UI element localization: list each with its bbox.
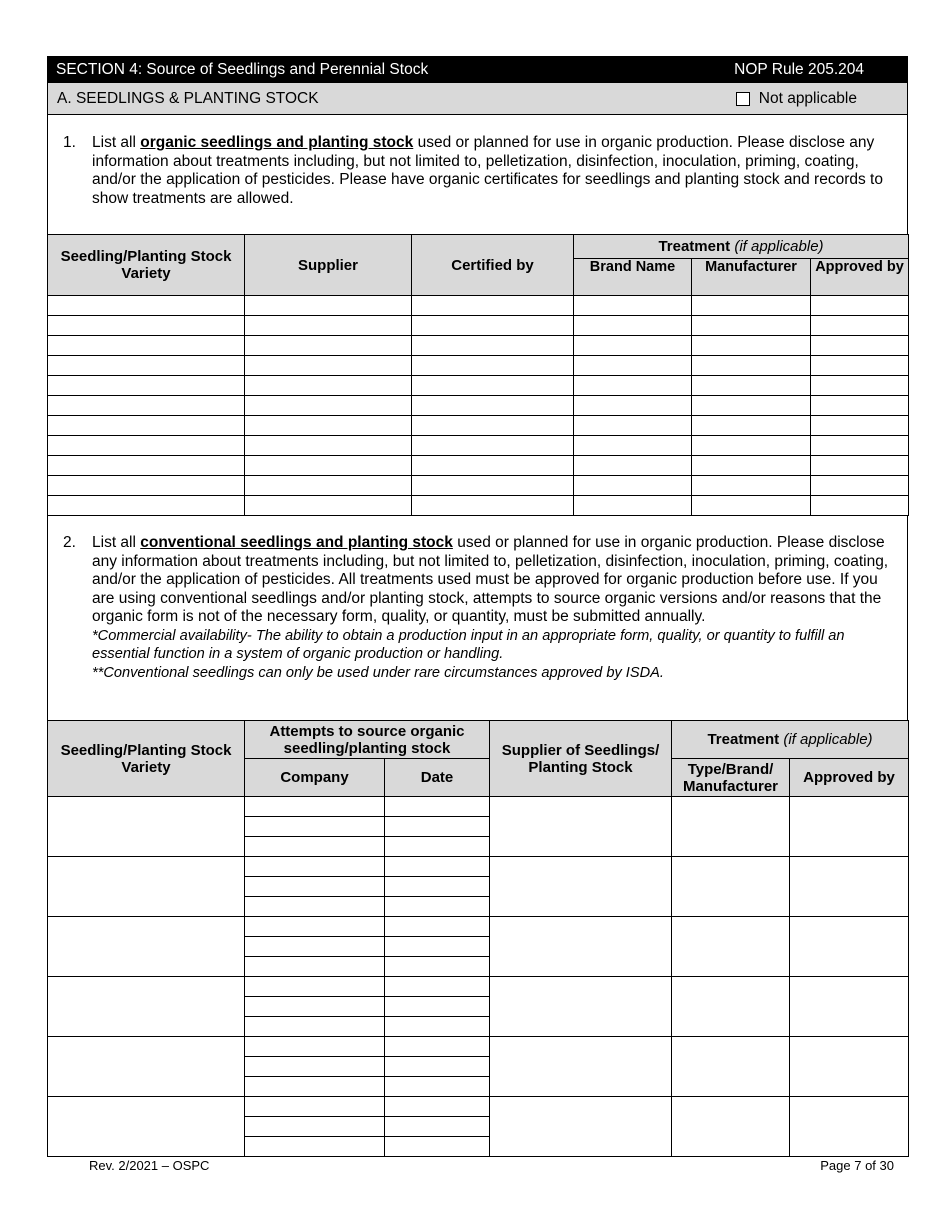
table-row: [48, 336, 909, 356]
table-cell[interactable]: [811, 356, 909, 376]
type-brand-cell[interactable]: [672, 917, 790, 977]
table-row: [48, 316, 909, 336]
company-cell[interactable]: [245, 997, 385, 1017]
table-cell[interactable]: [48, 376, 245, 396]
table-cell[interactable]: [692, 296, 811, 316]
table-cell[interactable]: [574, 416, 692, 436]
table-cell[interactable]: [811, 496, 909, 516]
table-row: [48, 496, 909, 516]
table-cell[interactable]: [811, 296, 909, 316]
col-treatment: [672, 721, 909, 759]
table-cell[interactable]: [48, 396, 245, 416]
treatment-label: Treatment: [707, 731, 780, 748]
table-row: [48, 977, 909, 997]
variety-cell[interactable]: [48, 1037, 245, 1097]
question-text: used or planned for use in organic production. Please disclose any information about treatments including, but not limited to, pelletization, disinfection, inoculation, priming, coating, and/or the application of pesticides. Please have organic certificates for seedlings and planting stock and records to show treatments are allowed.: [92, 134, 883, 207]
page-number: Page 7 of 30: [820, 1158, 894, 1173]
not-applicable-checkbox[interactable]: [736, 92, 750, 106]
table-row: [48, 296, 909, 316]
table-cell[interactable]: [692, 436, 811, 456]
table-cell[interactable]: [245, 336, 412, 356]
company-cell[interactable]: [245, 937, 385, 957]
company-cell[interactable]: [245, 957, 385, 977]
table-cell[interactable]: [574, 296, 692, 316]
company-cell[interactable]: [245, 837, 385, 857]
col-company: Company: [245, 759, 385, 797]
table-row: [48, 1037, 909, 1057]
not-applicable-option[interactable]: [736, 90, 857, 108]
type-brand-cell[interactable]: [672, 977, 790, 1037]
col-approved-by: Approved by: [790, 759, 909, 797]
table-cell[interactable]: [245, 316, 412, 336]
table-cell[interactable]: [574, 376, 692, 396]
table-cell[interactable]: [245, 396, 412, 416]
section-title: SECTION 4: Source of Seedlings and Perennial Stock: [56, 60, 429, 78]
date-cell[interactable]: [385, 1037, 490, 1057]
table-cell[interactable]: [245, 356, 412, 376]
table-cell[interactable]: [245, 476, 412, 496]
date-cell[interactable]: [385, 917, 490, 937]
table-cell[interactable]: [574, 356, 692, 376]
supplier-cell[interactable]: [490, 977, 672, 1037]
date-cell[interactable]: [385, 877, 490, 897]
company-cell[interactable]: [245, 1037, 385, 1057]
supplier-cell[interactable]: [490, 1097, 672, 1157]
table-cell[interactable]: [48, 476, 245, 496]
table-cell[interactable]: [245, 296, 412, 316]
table-cell[interactable]: [574, 316, 692, 336]
table-cell[interactable]: [811, 376, 909, 396]
supplier-cell[interactable]: [490, 1037, 672, 1097]
table-cell[interactable]: [412, 336, 574, 356]
table-row: [48, 376, 909, 396]
subsection-title: A. SEEDLINGS & PLANTING STOCK: [57, 89, 319, 107]
table-cell[interactable]: [574, 396, 692, 416]
date-cell[interactable]: [385, 1017, 490, 1037]
table-cell[interactable]: [412, 496, 574, 516]
treatment-label: Treatment: [658, 238, 731, 255]
table-row: [48, 1097, 909, 1117]
table-cell[interactable]: [412, 436, 574, 456]
treatment-note: (if applicable): [734, 238, 824, 255]
type-brand-cell[interactable]: [672, 1037, 790, 1097]
company-cell[interactable]: [245, 797, 385, 817]
date-cell[interactable]: [385, 1097, 490, 1117]
col-supplier: Supplier: [245, 235, 412, 296]
table-cell[interactable]: [692, 496, 811, 516]
company-cell[interactable]: [245, 1137, 385, 1157]
type-brand-cell[interactable]: [672, 857, 790, 917]
variety-cell[interactable]: [48, 977, 245, 1037]
question-emphasis: conventional seedlings and planting stock: [140, 534, 453, 551]
supplier-cell[interactable]: [490, 917, 672, 977]
table-cell[interactable]: [48, 296, 245, 316]
subsection-header: [47, 83, 908, 115]
col-variety: Seedling/Planting Stock Variety: [48, 235, 245, 296]
date-cell[interactable]: [385, 1057, 490, 1077]
table-cell[interactable]: [692, 456, 811, 476]
company-cell[interactable]: [245, 917, 385, 937]
date-cell[interactable]: [385, 977, 490, 997]
revision-label: Rev. 2/2021 – OSPC: [89, 1158, 210, 1173]
table-cell[interactable]: [811, 456, 909, 476]
variety-cell[interactable]: [48, 797, 245, 857]
variety-cell[interactable]: [48, 917, 245, 977]
date-cell[interactable]: [385, 997, 490, 1017]
table-cell[interactable]: [811, 476, 909, 496]
conventional-note: **Conventional seedlings can only be used under rare circumstances approved by ISDA.: [92, 664, 664, 681]
table-row: [48, 456, 909, 476]
table-cell[interactable]: [48, 496, 245, 516]
table-cell[interactable]: [574, 496, 692, 516]
date-cell[interactable]: [385, 1077, 490, 1097]
table-cell[interactable]: [574, 476, 692, 496]
col-type-brand: Type/Brand/ Manufacturer: [672, 759, 790, 797]
date-cell[interactable]: [385, 817, 490, 837]
table-cell[interactable]: [412, 296, 574, 316]
date-cell[interactable]: [385, 797, 490, 817]
col-certified-by: Certified by: [412, 235, 574, 296]
treatment-note: (if applicable): [783, 731, 873, 748]
table-cell[interactable]: [412, 396, 574, 416]
table-cell[interactable]: [245, 416, 412, 436]
table-row: [48, 396, 909, 416]
date-cell[interactable]: [385, 837, 490, 857]
table-row: [48, 476, 909, 496]
question-text: used or planned for use in organic production. Please disclose any information about treatments including, but not limited to, pelletization, disinfection, inoculation, priming, coating, and/or the application of pesticides. All treatments used must be approved for organic production before use. If you are using conventional seedlings and/or planting stock, attempts to source organic versions and/or reasons that the organic form is not of the necessary form, quality, or quantity, must be submitted annually.: [92, 534, 889, 626]
table-cell[interactable]: [811, 396, 909, 416]
supplier-cell[interactable]: [490, 857, 672, 917]
table-row: [48, 857, 909, 877]
conventional-seedlings-table: [47, 720, 909, 1157]
table-cell[interactable]: [692, 336, 811, 356]
table-cell[interactable]: [692, 416, 811, 436]
date-cell[interactable]: [385, 1137, 490, 1157]
table-cell[interactable]: [692, 376, 811, 396]
question-text: List all: [92, 534, 141, 551]
company-cell[interactable]: [245, 1077, 385, 1097]
table-cell[interactable]: [692, 316, 811, 336]
section-header: [47, 56, 908, 83]
table-cell[interactable]: [412, 416, 574, 436]
question-number: 1.: [63, 134, 76, 151]
table-cell[interactable]: [245, 436, 412, 456]
variety-cell[interactable]: [48, 857, 245, 917]
date-cell[interactable]: [385, 937, 490, 957]
company-cell[interactable]: [245, 977, 385, 997]
table-cell[interactable]: [48, 356, 245, 376]
not-applicable-label: Not applicable: [758, 89, 857, 107]
col-supplier: Supplier of Seedlings/ Planting Stock: [490, 721, 672, 797]
col-treatment: [574, 235, 909, 259]
company-cell[interactable]: [245, 877, 385, 897]
table-cell[interactable]: [412, 476, 574, 496]
table-cell[interactable]: [48, 436, 245, 456]
type-brand-cell[interactable]: [672, 797, 790, 857]
table-cell[interactable]: [48, 416, 245, 436]
company-cell[interactable]: [245, 897, 385, 917]
col-variety: Seedling/Planting Stock Variety: [48, 721, 245, 797]
variety-cell[interactable]: [48, 1097, 245, 1157]
type-brand-cell[interactable]: [672, 1097, 790, 1157]
company-cell[interactable]: [245, 817, 385, 837]
commercial-availability-note: *Commercial availability- The ability to obtain a production input in an appropriate form, quality, or quantity to fulfill an essential function in a system of organic production or handling.: [92, 627, 845, 663]
table-cell[interactable]: [574, 436, 692, 456]
question-1: [47, 115, 908, 234]
table-row: [48, 917, 909, 937]
table-cell[interactable]: [574, 336, 692, 356]
table-cell[interactable]: [412, 376, 574, 396]
table-cell[interactable]: [245, 456, 412, 476]
company-cell[interactable]: [245, 1117, 385, 1137]
approved-by-cell[interactable]: [790, 797, 909, 857]
table-row: [48, 797, 909, 817]
table-cell[interactable]: [692, 476, 811, 496]
table-cell[interactable]: [574, 456, 692, 476]
date-cell[interactable]: [385, 897, 490, 917]
col-manufacturer: Manufacturer: [692, 259, 811, 296]
col-brand-name: Brand Name: [574, 259, 692, 296]
organic-seedlings-table: [47, 234, 909, 516]
date-cell[interactable]: [385, 957, 490, 977]
table-cell[interactable]: [811, 416, 909, 436]
table-row: [48, 416, 909, 436]
supplier-cell[interactable]: [490, 797, 672, 857]
table-cell[interactable]: [245, 376, 412, 396]
table-cell[interactable]: [48, 316, 245, 336]
question-emphasis: organic seedlings and planting stock: [140, 134, 414, 151]
col-date: Date: [385, 759, 490, 797]
approved-by-cell[interactable]: [790, 917, 909, 977]
date-cell[interactable]: [385, 1117, 490, 1137]
approved-by-cell[interactable]: [790, 1037, 909, 1097]
nop-rule: NOP Rule 205.204: [734, 60, 864, 78]
table-cell[interactable]: [692, 396, 811, 416]
table-cell[interactable]: [245, 496, 412, 516]
table-cell[interactable]: [811, 436, 909, 456]
table-cell[interactable]: [811, 316, 909, 336]
date-cell[interactable]: [385, 857, 490, 877]
question-2: [47, 516, 908, 720]
table-cell[interactable]: [412, 456, 574, 476]
table-cell[interactable]: [811, 336, 909, 356]
company-cell[interactable]: [245, 1057, 385, 1077]
approved-by-cell[interactable]: [790, 977, 909, 1037]
col-attempts: Attempts to source organic seedling/planting stock: [245, 721, 490, 759]
company-cell[interactable]: [245, 857, 385, 877]
table-cell[interactable]: [412, 316, 574, 336]
table-cell[interactable]: [412, 356, 574, 376]
table-row: [48, 436, 909, 456]
table-cell[interactable]: [48, 336, 245, 356]
col-approved-by: Approved by: [811, 259, 909, 296]
table-row: [48, 356, 909, 376]
company-cell[interactable]: [245, 1097, 385, 1117]
question-text: List all: [92, 134, 141, 151]
table-cell[interactable]: [48, 456, 245, 476]
form-page: [47, 56, 908, 1157]
approved-by-cell[interactable]: [790, 1097, 909, 1157]
approved-by-cell[interactable]: [790, 857, 909, 917]
question-number: 2.: [63, 534, 76, 551]
company-cell[interactable]: [245, 1017, 385, 1037]
table-cell[interactable]: [692, 356, 811, 376]
page-footer: [89, 1158, 894, 1173]
